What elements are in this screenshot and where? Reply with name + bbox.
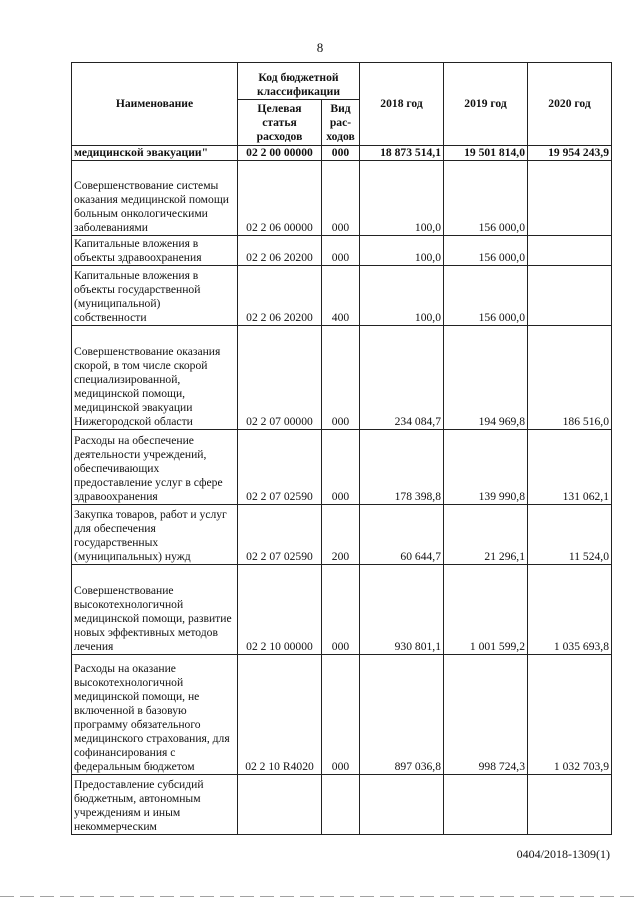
row-value-2020: 11 524,0 [528, 505, 612, 565]
row-expense-type [322, 775, 360, 835]
row-name: Расходы на обеспечение деятельности учреждений, обеспечивающих предоставление услуг в сфере здравоохранения [72, 430, 238, 505]
table-body [72, 146, 612, 835]
header-budget-code: Код бюджетной классификации [238, 63, 360, 100]
row-name: Капитальные вложения в объекты здравоохранения [72, 236, 238, 266]
row-name: Совершенствование высокотехнологичной медицинской помощи, развитие новых эффективных методов лечения [72, 565, 238, 655]
row-target-article: 02 2 10 00000 [238, 565, 322, 655]
row-target-article: 02 2 06 20200 [238, 236, 322, 266]
row-target-article: 02 2 07 02590 [238, 505, 322, 565]
row-value-2018: 100,0 [360, 161, 444, 236]
row-value-2018 [360, 775, 444, 835]
row-value-2020: 186 516,0 [528, 326, 612, 430]
table-row [72, 505, 612, 565]
row-expense-type: 000 [322, 161, 360, 236]
row-value-2019 [444, 775, 528, 835]
row-value-2019: 1 001 599,2 [444, 565, 528, 655]
row-value-2018: 18 873 514,1 [360, 146, 444, 161]
row-target-article: 02 2 07 00000 [238, 326, 322, 430]
row-name: медицинской эвакуации" [72, 146, 238, 161]
row-expense-type: 000 [322, 430, 360, 505]
row-value-2020 [528, 266, 612, 326]
header-2019: 2019 год [444, 63, 528, 146]
table-row [72, 565, 612, 655]
row-target-article: 02 2 10 R4020 [238, 655, 322, 775]
row-value-2019: 21 296,1 [444, 505, 528, 565]
header-name: Наименование [72, 63, 238, 146]
row-value-2020 [528, 775, 612, 835]
row-value-2018: 60 644,7 [360, 505, 444, 565]
table-row [72, 161, 612, 236]
table-row [72, 236, 612, 266]
row-expense-type: 200 [322, 505, 360, 565]
header-target-article: Целевая статья расходов [238, 100, 322, 146]
row-target-article: 02 2 06 20200 [238, 266, 322, 326]
row-name: Капитальные вложения в объекты государственной (муниципальной) собственности [72, 266, 238, 326]
budget-table [71, 62, 612, 835]
row-name: Предоставление субсидий бюджетным, автономным учреждениям и иным некоммерческим [72, 775, 238, 835]
row-target-article: 02 2 07 02590 [238, 430, 322, 505]
row-value-2018: 100,0 [360, 266, 444, 326]
row-value-2019: 156 000,0 [444, 266, 528, 326]
header-expense-type: Вид рас-ходов [322, 100, 360, 146]
row-value-2020 [528, 161, 612, 236]
row-name: Закупка товаров, работ и услуг для обеспечения государственных (муниципальных) нужд [72, 505, 238, 565]
row-value-2020: 1 032 703,9 [528, 655, 612, 775]
row-expense-type: 000 [322, 326, 360, 430]
row-value-2020: 1 035 693,8 [528, 565, 612, 655]
row-value-2019: 998 724,3 [444, 655, 528, 775]
row-value-2020 [528, 236, 612, 266]
table-row [72, 775, 612, 835]
row-expense-type: 000 [322, 236, 360, 266]
row-target-article [238, 775, 322, 835]
row-expense-type: 000 [322, 655, 360, 775]
table-row [72, 266, 612, 326]
row-expense-type: 000 [322, 146, 360, 161]
row-value-2018: 234 084,7 [360, 326, 444, 430]
table-row [72, 326, 612, 430]
row-value-2018: 178 398,8 [360, 430, 444, 505]
scan-edge-line [0, 896, 640, 897]
row-value-2018: 897 036,8 [360, 655, 444, 775]
page-number: 8 [316, 40, 324, 55]
row-value-2019: 194 969,8 [444, 326, 528, 430]
row-target-article: 02 2 06 00000 [238, 161, 322, 236]
row-name: Расходы на оказание высокотехнологичной медицинской помощи, не включенной в базовую программу обязательного медицинского страхования, для софинансирования с федеральным бюджетом [72, 655, 238, 775]
row-expense-type: 400 [322, 266, 360, 326]
row-value-2018: 930 801,1 [360, 565, 444, 655]
row-value-2019: 19 501 814,0 [444, 146, 528, 161]
document-code: 0404/2018-1309(1) [516, 847, 610, 861]
row-value-2020: 131 062,1 [528, 430, 612, 505]
header-2020: 2020 год [528, 63, 612, 146]
row-name: Совершенствование системы оказания медицинской помощи больным онкологическими заболеваниями [72, 161, 238, 236]
row-value-2019: 139 990,8 [444, 430, 528, 505]
row-target-article: 02 2 00 00000 [238, 146, 322, 161]
table-row [72, 146, 612, 161]
row-value-2020: 19 954 243,9 [528, 146, 612, 161]
row-expense-type: 000 [322, 565, 360, 655]
table-row [72, 655, 612, 775]
header-2018: 2018 год [360, 63, 444, 146]
table-row [72, 430, 612, 505]
row-name: Совершенствование оказания скорой, в том числе скорой специализированной, медицинской помощи, медицинской эвакуации Нижегородской области [72, 326, 238, 430]
row-value-2019: 156 000,0 [444, 161, 528, 236]
row-value-2018: 100,0 [360, 236, 444, 266]
row-value-2019: 156 000,0 [444, 236, 528, 266]
